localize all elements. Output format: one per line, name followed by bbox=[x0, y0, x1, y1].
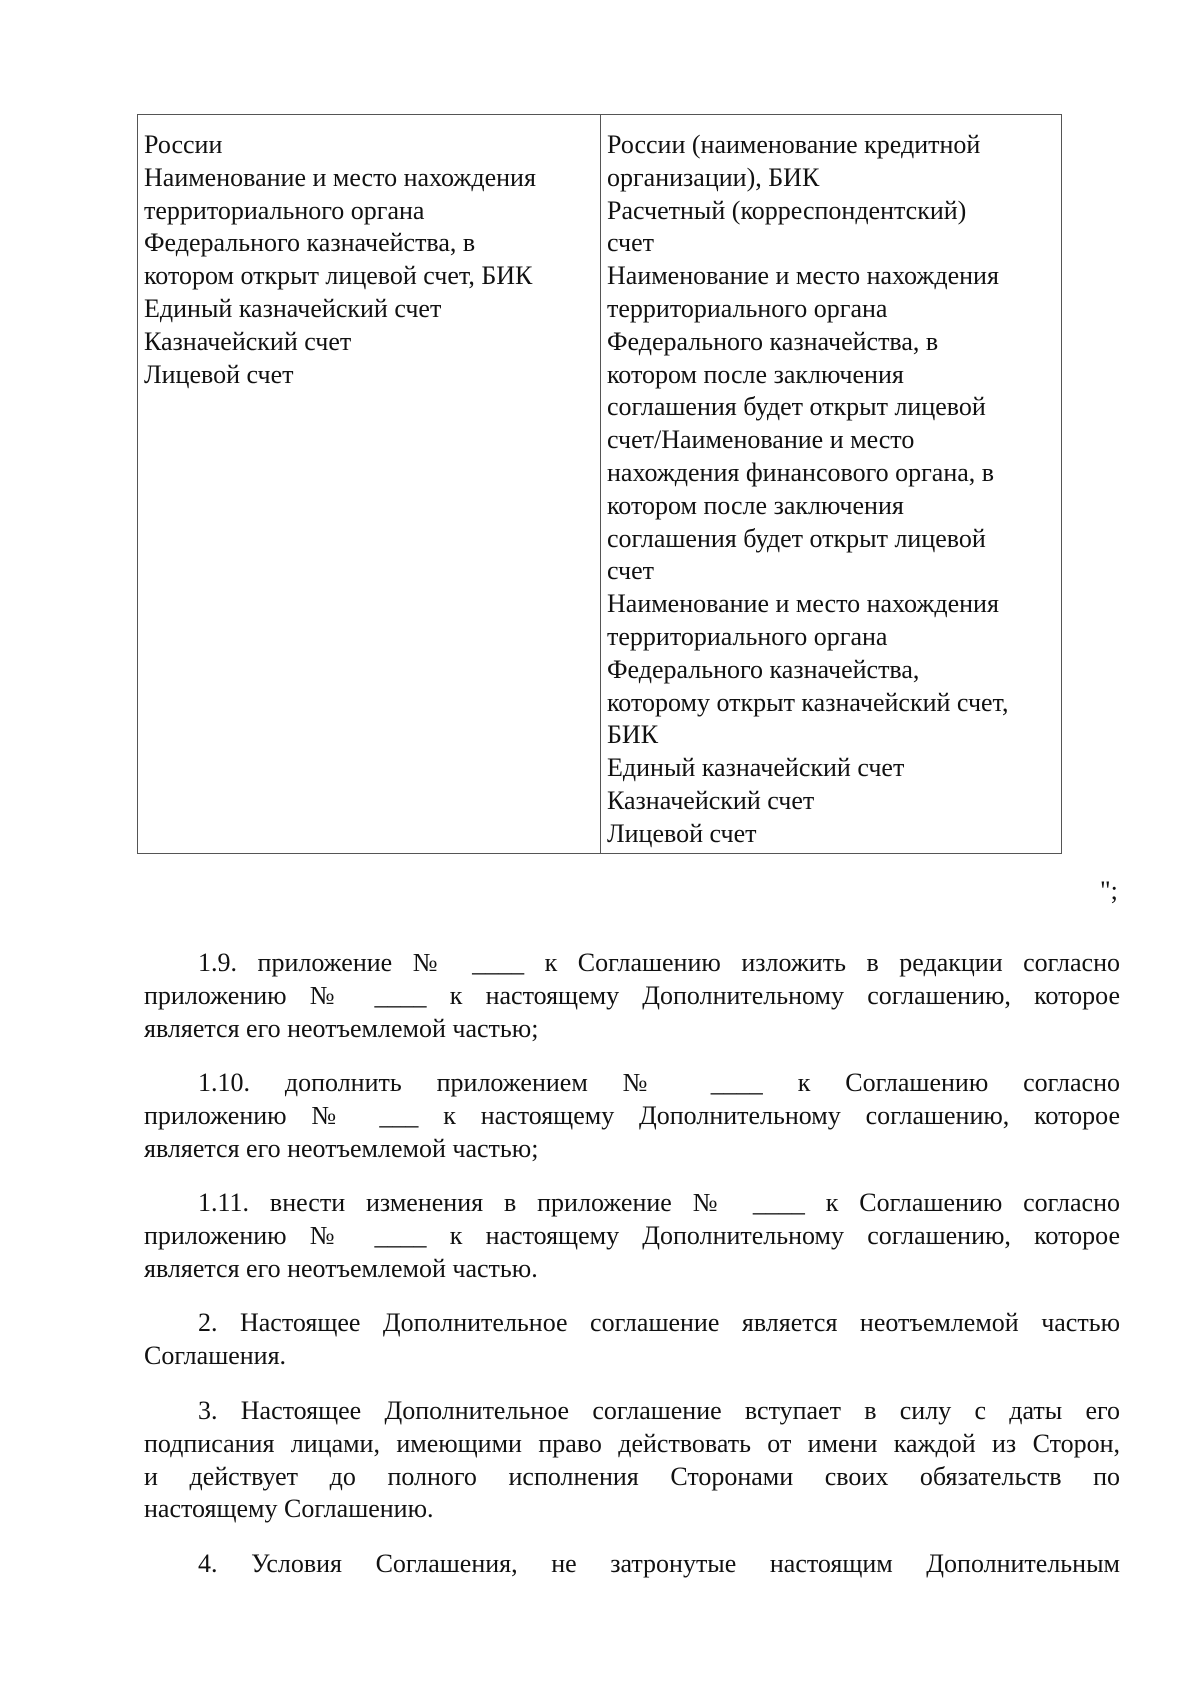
paragraph-line: 3. Настоящее Дополнительное соглашение вступает в силу с даты его bbox=[198, 1396, 1120, 1425]
cell-text-line: территориального органа bbox=[607, 293, 888, 323]
paragraph-line: 4. Условия Соглашения, не затронутые настоящим Дополнительным bbox=[198, 1549, 1120, 1578]
cell-text-line: счет bbox=[607, 228, 654, 258]
cell-text-line: Лицевой счет bbox=[144, 359, 294, 389]
cell-text-line: нахождения финансового органа, в bbox=[607, 457, 995, 487]
cell-text-line: Федерального казначейства, в bbox=[144, 228, 476, 258]
paragraph-1-9 bbox=[144, 947, 1120, 1045]
paragraph-line: приложению № ____ к настоящему Дополнительному соглашению, которое bbox=[144, 980, 1120, 1010]
cell-text-line: Федерального казначейства, bbox=[607, 654, 920, 684]
paragraph-line: 2. Настоящее Дополнительное соглашение является неотъемлемой частью bbox=[198, 1308, 1120, 1337]
paragraph-line: настоящему Соглашению. bbox=[144, 1494, 434, 1524]
cell-text-line: организации), БИК bbox=[607, 162, 820, 192]
cell-text-line: котором открыт лицевой счет, БИК bbox=[144, 261, 533, 291]
cell-text-line: БИК bbox=[607, 720, 659, 750]
paragraph-line: является его неотъемлемой частью; bbox=[144, 1013, 539, 1043]
cell-text-line: счет/Наименование и место bbox=[607, 425, 915, 455]
paragraph-line: является его неотъемлемой частью. bbox=[144, 1253, 538, 1283]
cell-text-line: России (наименование кредитной bbox=[607, 130, 981, 159]
cell-text-line: Наименование и место нахождения bbox=[144, 162, 536, 192]
cell-text-line: котором после заключения bbox=[607, 359, 904, 389]
requisites-left-cell bbox=[138, 115, 601, 854]
paragraph-2 bbox=[144, 1307, 1120, 1373]
cell-text-line: территориального органа bbox=[144, 195, 425, 225]
paragraph-line: Соглашения. bbox=[144, 1340, 287, 1370]
cell-text-line: Казначейский счет bbox=[607, 785, 815, 815]
table-row bbox=[138, 115, 1062, 854]
closing-quote: "; bbox=[1100, 876, 1118, 905]
cell-text-line: Единый казначейский счет bbox=[144, 293, 442, 323]
cell-text-line: счет bbox=[607, 556, 654, 586]
paragraph-line: 1.11. внести изменения в приложение № ____ к Соглашению согласно bbox=[198, 1188, 1120, 1217]
paragraph-1-10 bbox=[144, 1067, 1120, 1165]
cell-text-line: Наименование и место нахождения bbox=[607, 589, 999, 619]
cell-text-line: Расчетный (корреспондентский) bbox=[607, 195, 967, 225]
paragraph-line: 1.10. дополнить приложением № ____ к Соглашению согласно bbox=[198, 1068, 1120, 1097]
paragraph-line: подписания лицами, имеющими право действовать от имени каждой из Сторон, bbox=[144, 1428, 1120, 1458]
cell-text-line: Федерального казначейства, в bbox=[607, 326, 939, 356]
cell-text-line: территориального органа bbox=[607, 621, 888, 651]
paragraph-3 bbox=[144, 1395, 1120, 1526]
cell-text-line: котором после заключения bbox=[607, 490, 904, 520]
cell-text-line: которому открыт казначейский счет, bbox=[607, 687, 1009, 717]
cell-text-line: Лицевой счет bbox=[607, 818, 757, 848]
cell-text-line: соглашения будет открыт лицевой bbox=[607, 523, 986, 553]
cell-text-line: соглашения будет открыт лицевой bbox=[607, 392, 986, 422]
cell-text-line: Казначейский счет bbox=[144, 326, 352, 356]
paragraph-line: и действует до полного исполнения Сторонами своих обязательств по bbox=[144, 1461, 1120, 1491]
cell-text-line: России bbox=[144, 130, 223, 159]
paragraph-line: 1.9. приложение № ____ к Соглашению изложить в редакции согласно bbox=[198, 948, 1120, 977]
paragraph-line: является его неотъемлемой частью; bbox=[144, 1133, 539, 1163]
cell-text-line: Наименование и место нахождения bbox=[607, 261, 999, 291]
paragraph-4 bbox=[144, 1548, 1120, 1581]
cell-text-line: Единый казначейский счет bbox=[607, 753, 905, 783]
paragraph-1-11 bbox=[144, 1187, 1120, 1285]
requisites-right-cell bbox=[601, 115, 1062, 854]
paragraph-line: приложению № ___ к настоящему Дополнительному соглашению, которое bbox=[144, 1100, 1120, 1130]
requisites-table bbox=[137, 114, 1062, 854]
paragraph-line: приложению № ____ к настоящему Дополнительному соглашению, которое bbox=[144, 1220, 1120, 1250]
